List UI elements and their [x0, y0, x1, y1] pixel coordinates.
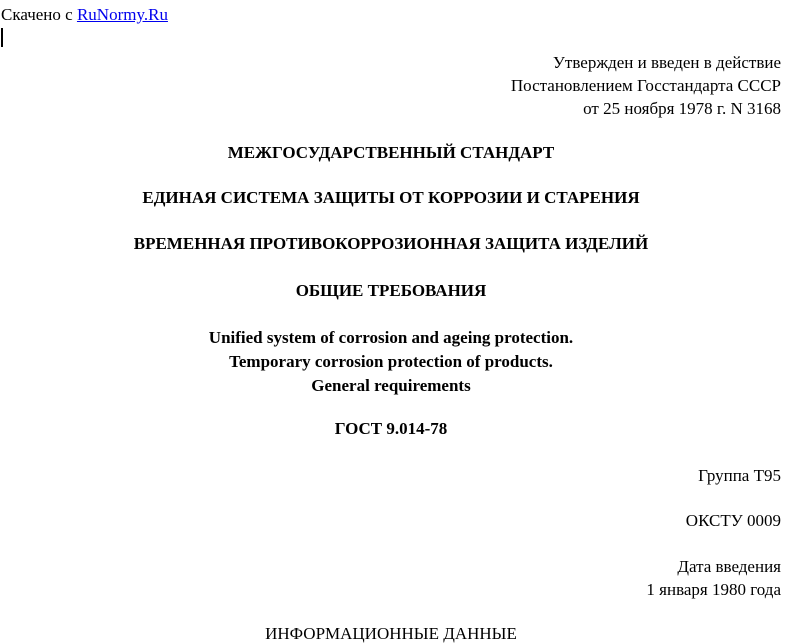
download-prefix: Скачено с	[1, 5, 73, 24]
info-data-heading: ИНФОРМАЦИОННЫЕ ДАННЫЕ	[265, 624, 517, 643]
approval-line-2: Постановлением Госстандарта СССР	[510, 76, 781, 95]
download-source-line	[1, 5, 168, 25]
group-code: Группа Т95	[698, 466, 781, 485]
okstu-code: ОКСТУ 0009	[685, 511, 781, 530]
general-heading: ОБЩИЕ ТРЕБОВАНИЯ	[295, 281, 487, 300]
introduction-date-label: Дата введения	[677, 557, 781, 576]
subject-heading: ВРЕМЕННАЯ ПРОТИВОКОРРОЗИОННАЯ ЗАЩИТА ИЗДЕЛИЙ	[133, 234, 649, 253]
approval-block	[511, 51, 781, 120]
english-title-line-3: General requirements	[311, 376, 471, 395]
introduction-date-value: 1 января 1980 года	[646, 580, 781, 599]
text-cursor	[1, 28, 3, 47]
introduction-date-block	[646, 555, 781, 601]
standard-type-heading: МЕЖГОСУДАРСТВЕННЫЙ СТАНДАРТ	[227, 143, 555, 162]
english-title-line-2: Temporary corrosion protection of products.	[229, 352, 553, 371]
runormy-link[interactable]: RuNormy.Ru	[76, 5, 168, 24]
english-title-line-1: Unified system of corrosion and ageing protection.	[208, 328, 574, 347]
approval-line-1: Утвержден и введен в действие	[552, 53, 781, 72]
english-title-block	[0, 326, 782, 398]
approval-line-3: от 25 ноября 1978 г. N 3168	[583, 99, 781, 118]
gost-number: ГОСТ 9.014-78	[334, 419, 448, 438]
system-heading: ЕДИНАЯ СИСТЕМА ЗАЩИТЫ ОТ КОРРОЗИИ И СТАРЕНИЯ	[142, 188, 640, 207]
